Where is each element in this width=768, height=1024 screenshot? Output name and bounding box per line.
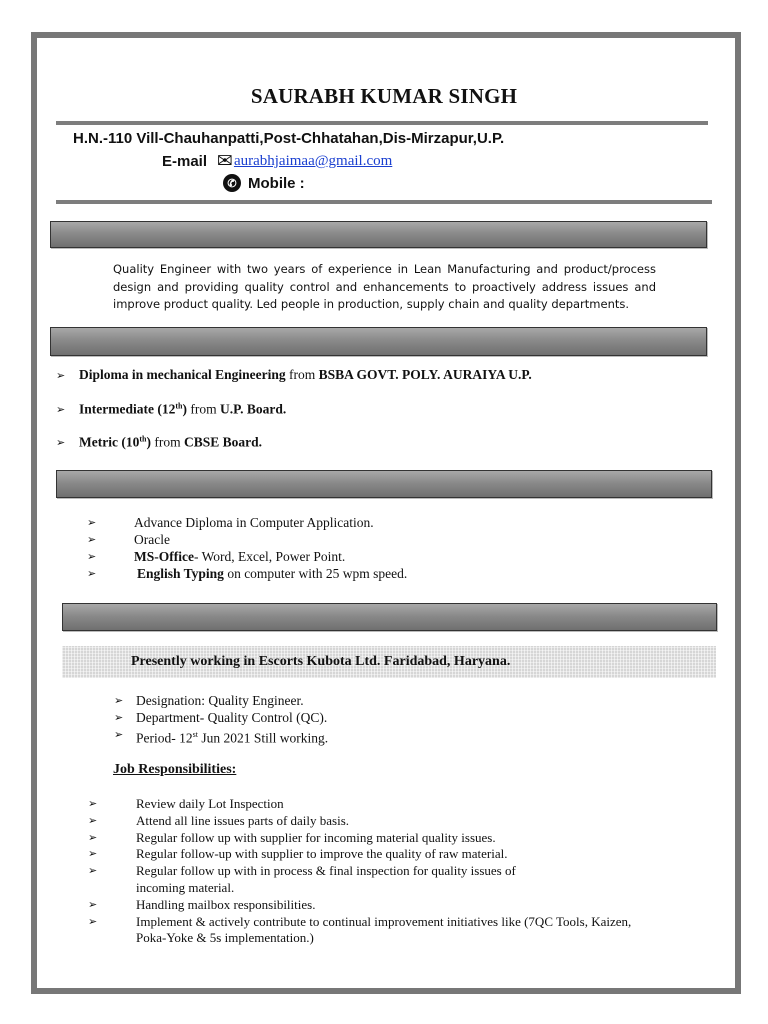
header-bottom-rule [56,200,712,204]
responsibility-text: Review daily Lot Inspection [136,796,284,811]
education-connector: from [186,401,220,417]
superscript: st [192,730,198,739]
list-item [114,709,328,726]
bullet-arrow-icon: ➢ [114,728,124,741]
employer-banner-text: Presently working in Escorts Kubota Ltd. Faridabad, Haryana. [131,654,511,669]
job-details [114,692,328,747]
education-degree-close: ) [146,434,151,450]
list-item [88,796,648,813]
bullet-arrow-icon: ➢ [56,435,66,449]
list-item [87,514,407,531]
responsibilities-heading: Job Responsibilities: [113,762,237,777]
skills-list [87,514,407,582]
education-institution: BSBA GOVT. POLY. AURAIYA U.P. [318,367,532,382]
period-text-rest: Jun 2021 Still working. [197,730,329,746]
bullet-arrow-icon: ➢ [88,830,98,844]
bullet-arrow-icon: ➢ [88,914,98,928]
list-item [88,846,648,863]
bullet-arrow-icon: ➢ [114,711,124,724]
skill-text: - Word, Excel, Power Point. [193,549,346,564]
mobile-label: Mobile : [248,174,305,192]
bullet-arrow-icon: ➢ [88,813,98,827]
responsibilities-list [88,796,648,947]
section-bar-skills [56,470,712,498]
list-item [88,914,648,948]
address-line: H.N.-110 Vill-Chauhanpatti,Post-Chhatahan,Dis-Mirzapur,U.P. [73,130,505,147]
list-item [88,830,648,847]
skill-bold: MS-Office [134,549,194,564]
department-text: Department- Quality Control (QC). [136,710,328,725]
responsibility-text: Handling mailbox responsibilities. [136,896,316,912]
bullet-arrow-icon: ➢ [87,550,97,563]
education-degree: Intermediate (12 [79,401,176,417]
education-connector: from [285,367,319,382]
education-item [56,434,262,451]
designation-text: Designation: Quality Engineer. [136,693,304,708]
skill-text: on computer with 25 wpm speed. [223,566,408,581]
bullet-arrow-icon: ➢ [56,402,66,416]
list-item [87,531,407,548]
bullet-arrow-icon: ➢ [88,797,98,810]
bullet-arrow-icon: ➢ [56,368,66,382]
skill-text: Advance Diploma in Computer Application. [134,515,374,530]
section-bar-experience [62,603,717,631]
bullet-arrow-icon: ➢ [88,864,98,878]
education-degree: Metric (10 [79,434,140,450]
education-connector: from [150,434,184,450]
responsibility-text: Regular follow up with supplier for incoming material quality issues. [136,829,496,845]
superscript: th [175,401,183,410]
section-bar-summary [50,221,707,248]
list-item [87,565,407,582]
superscript: th [139,434,147,443]
list-item [114,726,328,747]
list-item [88,813,648,830]
education-item [56,367,532,383]
summary-paragraph: Quality Engineer with two years of experience in Lean Manufacturing and product/process design and providing quality control and enhancements to proactively address issues and improve product quality. Led people in production, supply chain and quality departments. [113,262,656,311]
skill-bold: English Typing [137,566,224,581]
education-degree: Diploma in mechanical Engineering [79,367,286,382]
list-item [88,897,648,914]
header-top-rule [56,121,708,125]
section-bar-education [50,327,707,356]
email-label: E-mail [162,153,208,170]
candidate-name: SAURABH KUMAR SINGH [250,84,518,108]
skill-text: Oracle [134,532,170,547]
list-item [88,863,648,897]
education-institution: CBSE Board. [183,434,262,450]
bullet-arrow-icon: ➢ [87,533,97,546]
bullet-arrow-icon: ➢ [87,516,97,529]
responsibility-text: Attend all line issues parts of daily basis. [136,812,350,828]
bullet-arrow-icon: ➢ [114,694,124,707]
phone-icon: ✆ [223,174,241,192]
bullet-arrow-icon: ➢ [88,847,98,861]
list-item [114,692,328,709]
email-link[interactable]: aurabhjaimaa@gmail.com [233,153,393,169]
responsibility-text: Regular follow up with in process & final inspection for quality issues of incoming material. [136,863,516,895]
bullet-arrow-icon: ➢ [88,897,98,911]
responsibility-text: Implement & actively contribute to continual improvement initiatives like (7QC Tools, Kaizen, Poka-Yoke & 5s implementation.) [136,913,632,946]
education-degree-close: ) [182,401,187,417]
responsibility-text: Regular follow-up with supplier to improve the quality of raw material. [136,846,508,862]
bullet-arrow-icon: ➢ [87,567,97,580]
education-item [56,401,286,418]
period-text: Period- 12 [136,730,193,746]
list-item [87,548,407,565]
education-institution: U.P. Board. [219,401,287,417]
envelope-icon: ✉ [217,150,233,172]
mobile-row [223,174,305,192]
email-row [162,150,393,172]
